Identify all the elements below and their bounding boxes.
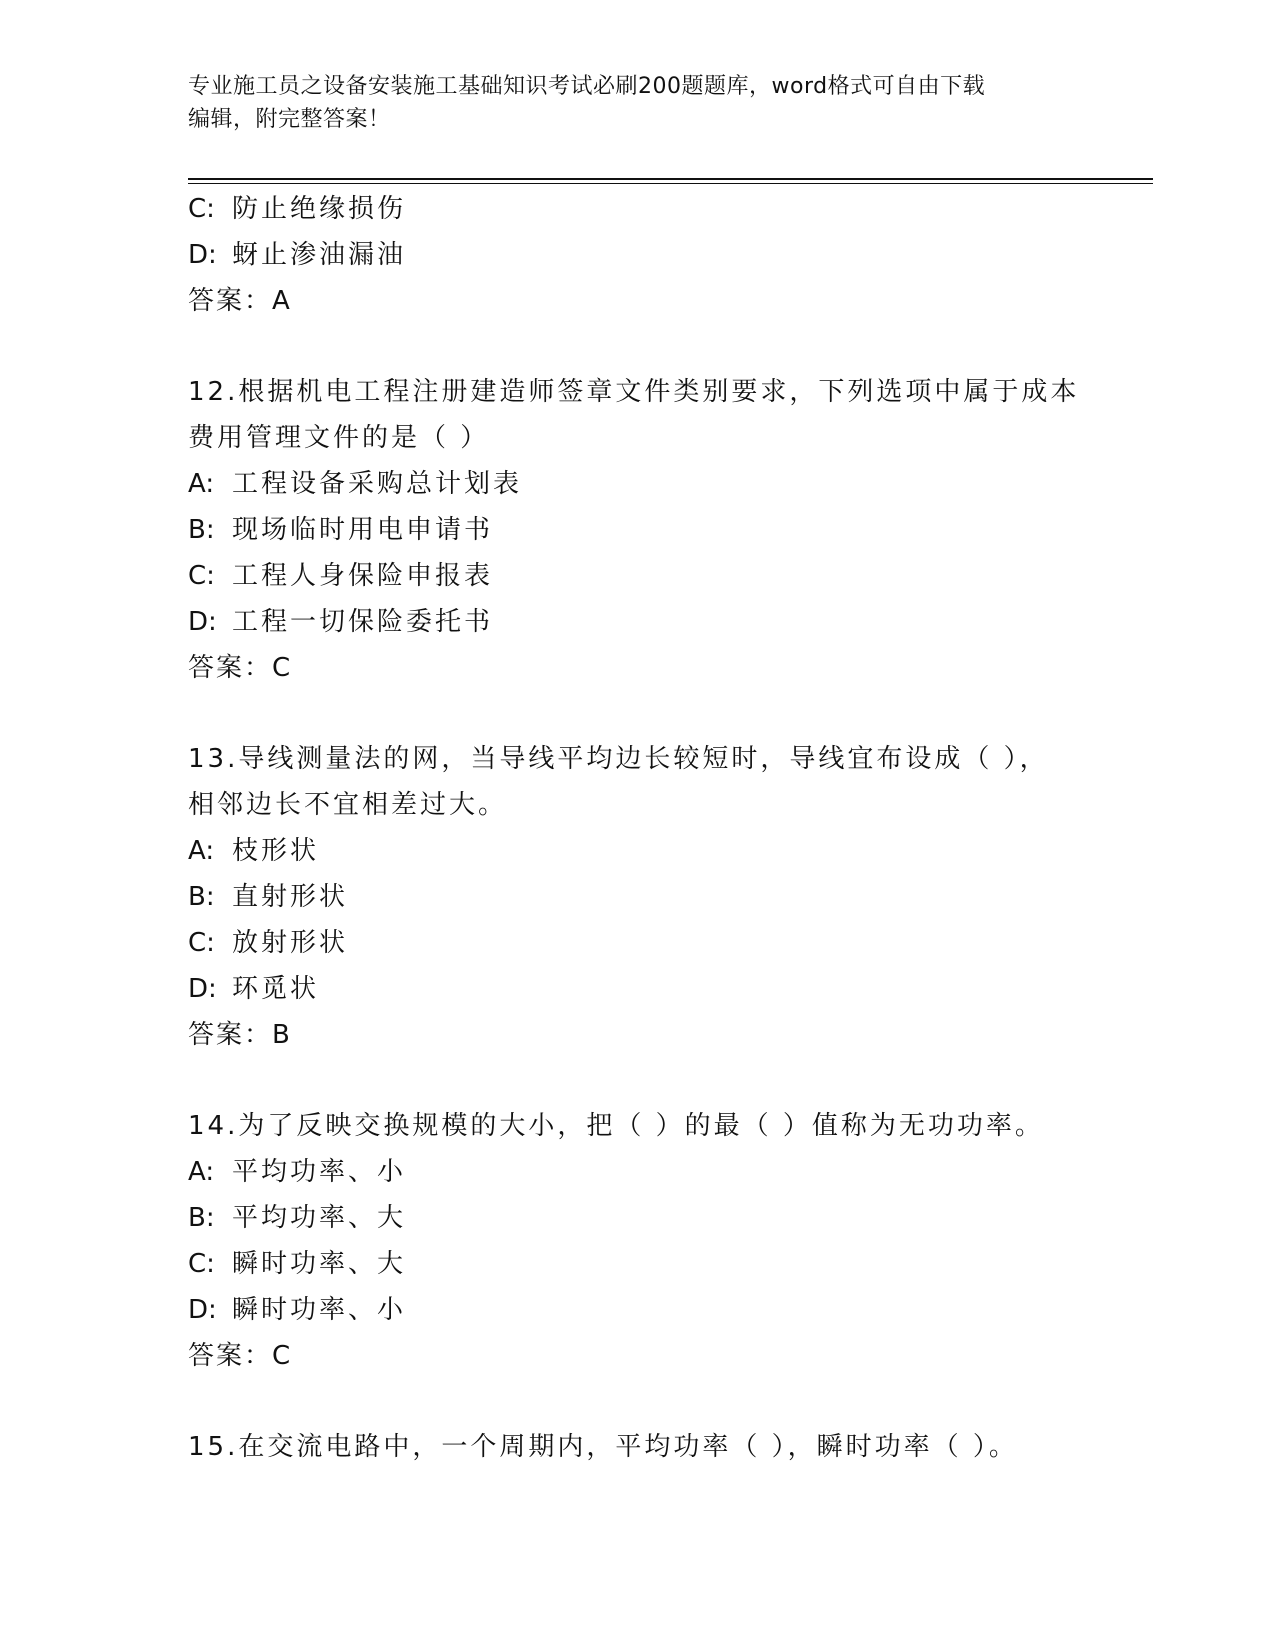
option-text: 直射形状 xyxy=(232,882,349,912)
option-b xyxy=(188,507,1088,553)
option-letter: D: xyxy=(188,1295,217,1325)
option-text: 环觅状 xyxy=(232,974,320,1004)
option-c xyxy=(188,186,1088,232)
answer-line: 答案：C xyxy=(188,1341,293,1371)
option-text: 平均功率、小 xyxy=(232,1157,407,1187)
option-text: 现场临时用电申请书 xyxy=(232,515,494,545)
answer-line: 答案：B xyxy=(188,1020,292,1050)
question-14 xyxy=(188,1103,1088,1379)
option-letter: D: xyxy=(188,607,217,637)
header-title-line-1: 专业施工员之设备安装施工基础知识考试必刷200题题库，word格式可自由下载 xyxy=(188,74,986,99)
answer-line: 答案：A xyxy=(188,286,292,316)
option-d xyxy=(188,966,1088,1012)
option-text: 放射形状 xyxy=(232,928,349,958)
question-13 xyxy=(188,736,1088,1058)
option-text: 瞬时功率、小 xyxy=(232,1295,407,1325)
option-letter: C: xyxy=(188,194,215,224)
option-text: 蚜止渗油漏油 xyxy=(232,240,407,270)
option-b xyxy=(188,874,1088,920)
option-letter: B: xyxy=(188,882,215,912)
option-letter: C: xyxy=(188,561,215,591)
header-divider-thick xyxy=(188,178,1153,180)
question-stem-line: 13.导线测量法的网，当导线平均边长较短时，导线宜布设成（ ）， xyxy=(188,744,1049,774)
option-letter: C: xyxy=(188,928,215,958)
option-d xyxy=(188,232,1088,278)
option-d xyxy=(188,599,1088,645)
option-text: 工程设备采购总计划表 xyxy=(232,469,523,499)
option-b xyxy=(188,1195,1088,1241)
option-a xyxy=(188,828,1088,874)
question-stem-line: 费用管理文件的是（ ） xyxy=(188,423,490,453)
header-title-line-2: 编辑，附完整答案！ xyxy=(188,107,391,132)
option-letter: A: xyxy=(188,1157,215,1187)
document-header xyxy=(188,70,1088,136)
header-divider-thin xyxy=(188,183,1153,184)
question-stem-line: 相邻边长不宜相差过大。 xyxy=(188,790,508,820)
question-stem-line: 12.根据机电工程注册建造师签章文件类别要求，下列选项中属于成本 xyxy=(188,377,1080,407)
option-letter: C: xyxy=(188,1249,215,1279)
question-15 xyxy=(188,1424,1088,1470)
option-letter: B: xyxy=(188,515,215,545)
option-letter: D: xyxy=(188,974,217,1004)
option-letter: B: xyxy=(188,1203,215,1233)
question-stem-line: 14.为了反映交换规模的大小，把（ ）的最（ ）值称为无功功率。 xyxy=(188,1111,1044,1141)
question-stem-line: 15.在交流电路中，一个周期内，平均功率（ ），瞬时功率（ ）。 xyxy=(188,1432,1018,1462)
option-text: 平均功率、大 xyxy=(232,1203,407,1233)
option-c xyxy=(188,1241,1088,1287)
option-c xyxy=(188,553,1088,599)
option-letter: A: xyxy=(188,469,215,499)
option-c xyxy=(188,920,1088,966)
option-text: 防止绝缘损伤 xyxy=(232,194,407,224)
option-letter: D: xyxy=(188,240,217,270)
option-text: 工程人身保险申报表 xyxy=(232,561,494,591)
answer-line: 答案：C xyxy=(188,653,293,683)
document-body xyxy=(188,186,1088,1470)
option-text: 工程一切保险委托书 xyxy=(232,607,494,637)
option-d xyxy=(188,1287,1088,1333)
question-fragment xyxy=(188,186,1088,324)
option-a xyxy=(188,461,1088,507)
option-letter: A: xyxy=(188,836,215,866)
option-text: 枝形状 xyxy=(232,836,320,866)
question-12 xyxy=(188,369,1088,691)
option-text: 瞬时功率、大 xyxy=(232,1249,407,1279)
option-a xyxy=(188,1149,1088,1195)
